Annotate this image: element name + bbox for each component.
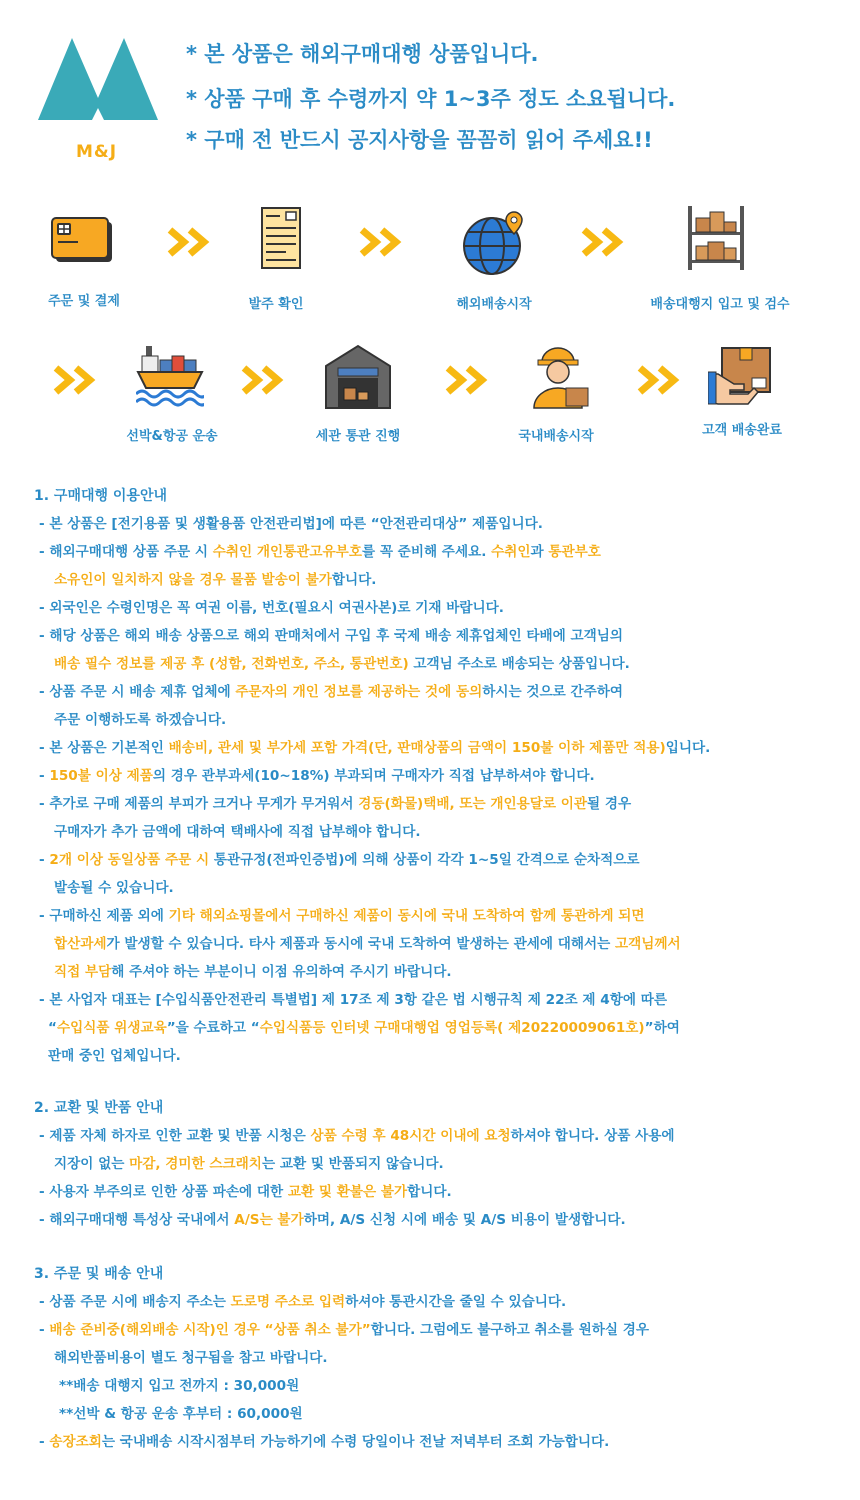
notice-line: 배송 필수 정보를 제공 후 (성함, 전화번호, 주소, 통관번호) 고객님 주소로 배송되는 상품입니다. <box>54 656 630 672</box>
step-label-order-payment: 주문 및 결제 <box>48 294 120 309</box>
package-hand-icon <box>708 344 776 412</box>
notice-line: 발송될 수 있습니다. <box>54 880 174 896</box>
order-document-icon <box>246 206 314 274</box>
notice-line: - 본 상품은 [전기용품 및 생활용품 안전관리법]에 따른 “안전관리대상” 제품입니다. <box>39 516 543 532</box>
double-chevron-right-icon <box>444 364 492 396</box>
double-chevron-right-icon <box>240 364 288 396</box>
header-notice-2: * 상품 구매 후 수령까지 약 1~3주 정도 소요됩니다. <box>186 87 676 111</box>
header-notice-1: * 본 상품은 해외구매대행 상품입니다. <box>186 42 539 66</box>
notice-line: 직접 부담해 주셔야 하는 부분이니 이점 유의하여 주시기 바랍니다. <box>54 964 452 980</box>
notice-line: - 해당 상품은 해외 배송 상품으로 해외 판매처에서 구입 후 국제 배송 제휴업체인 타배에 고객님의 <box>39 628 624 644</box>
section-title-usage: 1. 구매대행 이용안내 <box>34 488 167 504</box>
notice-line: 구매자가 추가 금액에 대하여 택배사에 직접 납부해야 합니다. <box>54 824 421 840</box>
notice-line: 소유인이 일치하지 않을 경우 물품 발송이 불가합니다. <box>54 572 377 588</box>
double-chevron-right-icon <box>636 364 684 396</box>
step-label-customs-clearance: 세관 통관 진행 <box>315 429 401 444</box>
credit-card-icon <box>48 208 116 276</box>
notice-line: - 본 상품은 기본적인 배송비, 관세 및 부가세 포함 가격(단, 판매상품의 금액이 150불 이하 제품만 적용)입니다. <box>39 740 711 756</box>
globe-location-icon <box>460 210 528 278</box>
section-title-shipping: 3. 주문 및 배송 안내 <box>34 1266 164 1282</box>
notice-section-shipping <box>34 1260 854 1456</box>
notice-line: - 사용자 부주의로 인한 상품 파손에 대한 교환 및 환불은 불가합니다. <box>39 1184 452 1200</box>
step-label-order-confirm: 발주 확인 <box>248 297 304 312</box>
notice-line: **선박 & 항공 운송 후부터 : 60,000원 <box>59 1406 303 1422</box>
notice-line: 합산과세가 발생할 수 있습니다. 타사 제품과 동시에 국내 도착하여 발생하는 관세에 대해서는 고객님께서 <box>54 936 681 952</box>
double-chevron-right-icon <box>358 226 406 258</box>
cargo-ship-icon <box>136 342 204 410</box>
header-notice-3: * 구매 전 반드시 공지사항을 꼼꼼히 읽어 주세요!! <box>186 128 653 152</box>
notice-line: - 2개 이상 동일상품 주문 시 통관규정(전파인증법)에 의해 상품이 각각 1~5일 간격으로 순차적으로 <box>39 852 640 868</box>
notice-section-usage <box>34 482 854 1070</box>
step-label-sea-air-transport: 선박&항공 운송 <box>126 429 218 444</box>
notice-section-exchange <box>34 1094 854 1234</box>
notice-line: - 150불 이상 제품의 경우 관부과세(10~18%) 부과되며 구매자가 직접 납부하셔야 합니다. <box>39 768 595 784</box>
double-chevron-right-icon <box>52 364 100 396</box>
notice-line: - 배송 준비중(해외배송 시작)인 경우 “상품 취소 불가”합니다. 그럼에도 불구하고 취소를 원하실 경우 <box>39 1322 650 1338</box>
notice-line: 지장이 없는 마감, 경미한 스크래치는 교환 및 반품되지 않습니다. <box>54 1156 444 1172</box>
warehouse-shelf-icon <box>684 204 752 272</box>
notice-line: - 해외구매대행 상품 주문 시 수취인 개인통관고유부호를 꼭 준비해 주세요. 수취인과 통관부호 <box>39 544 601 560</box>
double-chevron-right-icon <box>580 226 628 258</box>
brand-logo-text: M&J <box>76 142 118 162</box>
notice-line: **배송 대행지 입고 전까지 : 30,000원 <box>59 1378 300 1394</box>
notice-line: - 제품 자체 하자로 인한 교환 및 반품 시청은 상품 수령 후 48시간 이내에 요청하셔야 합니다. 상품 사용에 <box>39 1128 675 1144</box>
section-title-exchange: 2. 교환 및 반품 안내 <box>34 1100 164 1116</box>
step-label-domestic-delivery: 국내배송시작 <box>518 429 594 444</box>
step-label-customer-delivered: 고객 배송완료 <box>702 423 782 438</box>
step-label-warehouse-inspection: 배송대행지 입고 및 검수 <box>650 297 790 312</box>
notice-line: - 본 사업자 대표는 [수입식품안전관리 특별법] 제 17조 제 3항 같은 법 시행규칙 제 22조 제 4항에 따른 <box>39 992 668 1008</box>
notice-line: - 추가로 구매 제품의 부피가 크거나 무게가 무거워서 경동(화물)택배, 또는 개인용달로 이관될 경우 <box>39 796 632 812</box>
notice-line: - 구매하신 제품 외에 기타 해외쇼핑몰에서 구매하신 제품이 동시에 국내 도착하여 함께 통관하게 되면 <box>39 908 645 924</box>
double-chevron-right-icon <box>166 226 214 258</box>
notice-line: “수입식품 위생교육”을 수료하고 “수입식품등 인터넷 구매대행업 영업등록( 제20220009061호)”하여 <box>48 1020 680 1036</box>
notice-line: 판매 중인 업체입니다. <box>48 1048 181 1064</box>
notice-line: 해외반품비용이 별도 청구됨을 참고 바랍니다. <box>54 1350 328 1366</box>
notice-line: - 송장조회는 국내배송 시작시점부터 가능하기에 수령 당일이나 전날 저녁부터 조회 가능합니다. <box>39 1434 610 1450</box>
customs-warehouse-icon <box>324 344 392 412</box>
notice-line: - 해외구매대행 특성상 국내에서 A/S는 불가하며, A/S 신청 시에 배송 및 A/S 비용이 발생합니다. <box>39 1212 626 1228</box>
delivery-man-icon <box>526 342 594 410</box>
notice-line: - 상품 주문 시 배송 제휴 업체에 주문자의 개인 정보를 제공하는 것에 동의하시는 것으로 간주하여 <box>39 684 624 700</box>
step-label-overseas-shipping: 해외배송시작 <box>456 297 532 312</box>
notice-line: 주문 이행하도록 하겠습니다. <box>54 712 227 728</box>
notice-line: - 상품 주문 시에 배송지 주소는 도로명 주소로 입력하셔야 통관시간을 줄일 수 있습니다. <box>39 1294 567 1310</box>
notice-line: - 외국인은 수령인명은 꼭 여권 이름, 번호(필요시 여권사본)로 기재 바랍니다. <box>39 600 504 616</box>
